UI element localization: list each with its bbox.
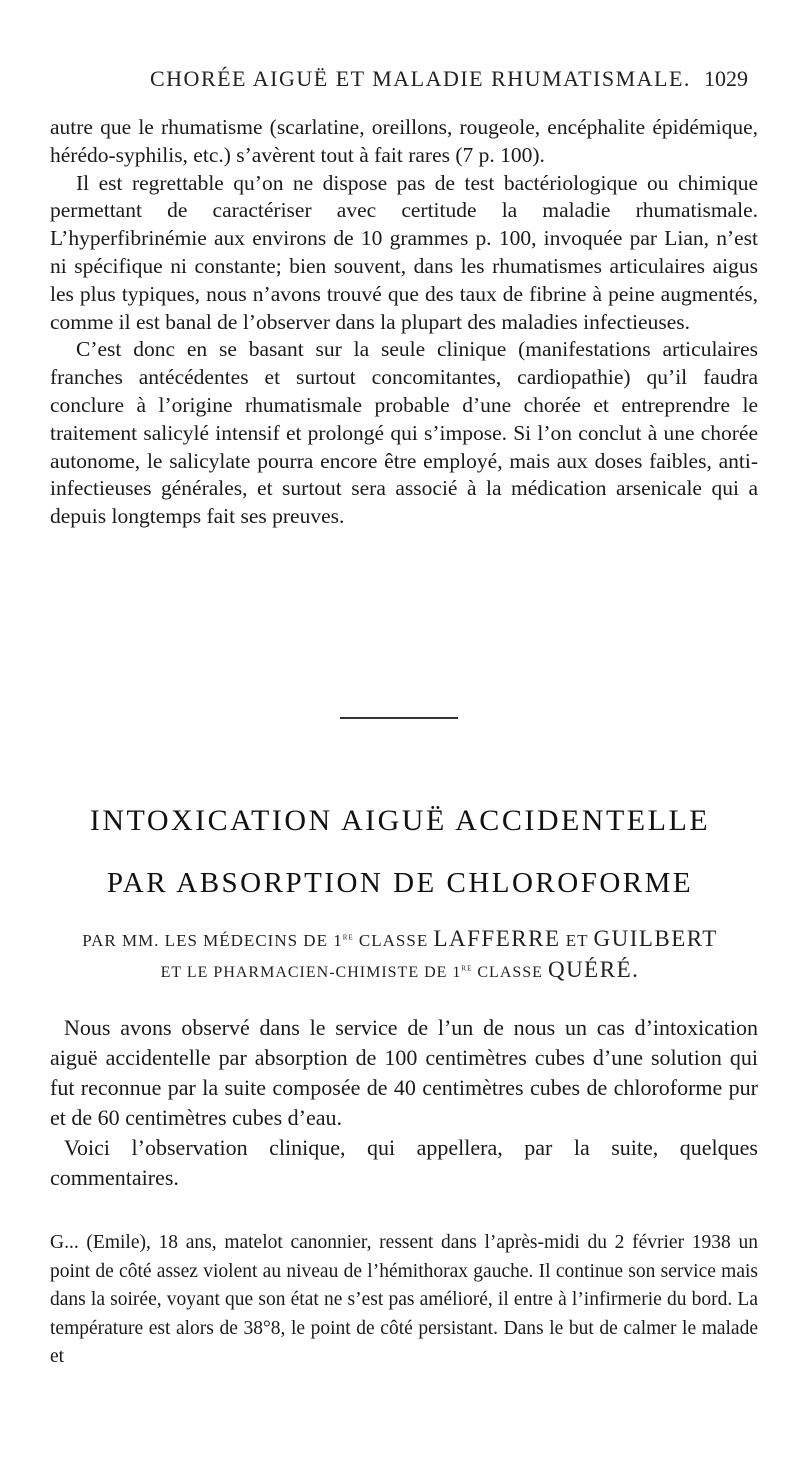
paragraph: Il est regrettable qu’on ne dispose pas de test bactériologique ou chimique permettant de caractériser avec certitude la maladie rhumatismale. L’hyperfibrinémie aux environs de 10 grammes p. 100, invoquée par Lian, n’est ni spécifique ni constante; bien souvent, dans les rhumatismes articulaires aigus les plus typiques, nous n’avons trouvé que des taux de fibrine à peine augmentés, comme il est banal de l’observer dans la plupart des maladies infectieuses. <box>50 170 758 334</box>
paragraph: Voici l’observation clinique, qui appellera, par la suite, quelques commentaires. <box>50 1135 758 1190</box>
paragraph: autre que le rhumatisme (scarlatine, oreillons, rougeole, encéphalite épidémique, hérédo-syphilis, etc.) s’avèrent tout à fait rares (7 p. 100). <box>50 115 758 167</box>
article-title-line-1: INTOXICATION AIGUË ACCIDENTELLE <box>89 804 711 837</box>
author-name: LAFFERRE <box>433 926 561 951</box>
paragraph: C’est donc en se basant sur la seule clinique (manifestations articulaires franches antécédentes et surtout concomitantes, cardiopathie) qu’il faudra conclure à l’origine rhumatismale probable d’une chorée et entreprendre le traitement salicylé intensif et prolongé qui s’impose. Si l’on conclut à une chorée autonome, le salicylate pourra encore être employé, mais aux doses faibles, anti-infectieuses générales, et surtout sera associé à la médication arsenicale qui a depuis longtemps fait ses preuves. <box>50 337 758 529</box>
article-title-line-2: PAR ABSORPTION DE CHLOROFORME <box>106 867 694 899</box>
byline-text: CLASSE <box>472 964 548 981</box>
section-separator-rule <box>340 717 458 719</box>
byline-text: ET LE PHARMACIEN-CHIMISTE DE 1 <box>160 964 462 981</box>
ordinal-suffix: re <box>342 931 354 943</box>
page-number: 1029 <box>704 66 748 91</box>
authors-byline-line-2 <box>0 957 800 983</box>
article-introduction <box>50 1013 758 1193</box>
running-title: CHORÉE AIGUË ET MALADIE RHUMATISMALE. <box>150 66 691 91</box>
author-name: GUILBERT <box>593 926 718 951</box>
byline-text: CLASSE <box>353 931 434 950</box>
clinical-observation <box>50 1229 758 1372</box>
paragraph: G... (Emile), 18 ans, matelot canonnier, ressent dans l’après-midi du 2 février 1938 un point de côté assez violent au niveau de l’hémithorax gauche. Il continue son service mais dans la soirée, voyant que son état ne s’est pas amélioré, il entre à l’infirmerie du bord. La température est alors de 38°8, le point de côté persistant. Dans le but de calmer le malade et <box>50 1232 758 1368</box>
author-name: QUÉRÉ. <box>547 957 640 982</box>
byline-text: PAR MM. LES MÉDECINS DE 1 <box>82 931 343 950</box>
ordinal-suffix: re <box>461 962 473 974</box>
authors-byline-line-1 <box>0 926 800 952</box>
continued-article-body <box>50 114 758 531</box>
paragraph: Nous avons observé dans le service de l’un de nous un cas d’intoxication aiguë accidentelle par absorption de 100 centimètres cubes d’une solution qui fut reconnue par la suite composée de 40 centimètres cubes de chloroforme pur et de 60 centimètres cubes d’eau. <box>50 1015 758 1130</box>
byline-text: ET <box>560 931 594 950</box>
